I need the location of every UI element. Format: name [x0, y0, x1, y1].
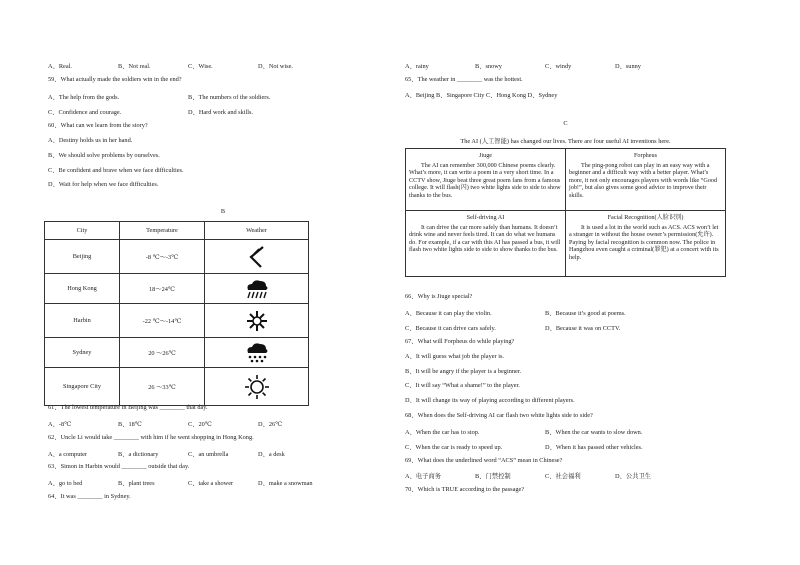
q65-options[interactable]: A、Beijing B、Singapore City C、Hong Kong D、Sydney	[405, 92, 558, 99]
city-cell: Hong Kong	[45, 274, 120, 304]
q69-option-c[interactable]: C、社会福利	[545, 473, 581, 480]
q68-option-a[interactable]: A、When the car has to stop.	[405, 429, 480, 436]
q61-option-d[interactable]: D、26℃	[258, 421, 283, 428]
q69-option-d[interactable]: D、公共卫生	[615, 473, 652, 480]
q66-option-c[interactable]: C、Because it can drive cars safely.	[405, 325, 496, 332]
q60-option-b[interactable]: B、We should solve problems by ourselves.	[48, 152, 160, 159]
ai-cell-jiuge	[406, 149, 566, 211]
question-59: 59、What actually made the soldiers win in the end?	[48, 76, 182, 83]
q58-option-b[interactable]: B、Not real.	[118, 63, 151, 70]
ai-body: The ping-pong robot can play in an easy way with a beginner and a difficult way with a better player. What’s more, it not only encourages players with words like “Good job!”, but also gives some good advice to improve their skills.	[569, 161, 718, 199]
header-city: City	[45, 222, 120, 240]
question-67: 67、What will Forpheus do while playing?	[405, 338, 515, 345]
section-b-heading: B	[220, 208, 226, 215]
question-63: 63、Simon in Harbin would ________ outside that day.	[48, 463, 190, 470]
header-temperature: Temperature	[120, 222, 205, 240]
q67-option-b[interactable]: B、It will be angry if the player is a beginner.	[405, 368, 522, 375]
header-weather: Weather	[205, 222, 309, 240]
q64-option-d[interactable]: D、sunny	[615, 63, 641, 70]
ai-title: Jiuge	[478, 152, 493, 159]
city-cell: Beijing	[45, 240, 120, 274]
question-68: 68、When does the Self-driving AI car flash two white lights side to side?	[405, 412, 593, 419]
ai-cell-self-driving	[406, 211, 566, 277]
q68-option-c[interactable]: C、When the car is ready to speed up.	[405, 444, 503, 451]
q67-option-c[interactable]: C、It will say “What a shame!” to the player.	[405, 382, 520, 389]
q59-option-c[interactable]: C、Confidence and courage.	[48, 109, 122, 116]
ai-body: It is used a lot in the world such as ACS. ACS won’t let a stranger in without the house owner’s permission(允许). Paying by facial recognition is common now. The police in Hangzhou even caught a criminal(罪犯) at a concert with its help.	[569, 223, 719, 261]
q67-option-d[interactable]: D、It will change its way of playing according to different players.	[405, 397, 575, 404]
weather-cell	[205, 368, 309, 406]
shower-icon	[244, 342, 270, 364]
q63-option-c[interactable]: C、take a shower	[188, 480, 234, 487]
q69-option-b[interactable]: B、门禁控制	[475, 473, 511, 480]
q61-option-b[interactable]: B、18℃	[118, 421, 142, 428]
temperature-cell: 20 ～26℃	[120, 338, 205, 368]
q63-option-b[interactable]: B、plant trees	[118, 480, 155, 487]
question-69: 69、What does the underlined word “ACS” mean in Chinese?	[405, 457, 563, 464]
weather-cell	[205, 240, 309, 274]
ai-cell-forpheus	[566, 149, 726, 211]
ai-inventions-table	[405, 148, 726, 277]
section-c-intro: The AI (人工智能) has changed our lives. There are four useful AI inventions here.	[460, 138, 671, 145]
q69-option-a[interactable]: A、电子商务	[405, 473, 442, 480]
q58-option-c[interactable]: C、Wise.	[188, 63, 213, 70]
temperature-cell: 26 ～33℃	[120, 368, 205, 406]
ai-title: Forpheus	[633, 152, 658, 159]
temperature-cell: -22 ℃～-14℃	[120, 304, 205, 338]
q60-option-a[interactable]: A、Destiny holds us in her hand.	[48, 137, 133, 144]
ai-body: It can drive the car more safely than humans. It doesn’t drink wine and never feels tired. It can do what we humans do. For example, if a car with this AI has passed a bus, it will flash two white lights side to side to show thanks to the bus.	[409, 223, 561, 254]
question-70: 70、Which is TRUE according to the passage?	[405, 486, 525, 493]
q68-option-d[interactable]: D、When it has passed other vehicles.	[545, 444, 643, 451]
city-cell: Harbin	[45, 304, 120, 338]
snow-icon	[245, 309, 269, 333]
q59-option-a[interactable]: A、The help from the gods.	[48, 94, 120, 101]
table-row	[45, 338, 309, 368]
q66-option-b[interactable]: B、Because it’s good at poems.	[545, 310, 626, 317]
temperature-cell: 18～24℃	[120, 274, 205, 304]
weather-cell	[205, 304, 309, 338]
table-row	[45, 304, 309, 338]
sun-icon	[244, 374, 270, 400]
table-row	[45, 274, 309, 304]
q63-option-d[interactable]: D、make a snowman	[258, 480, 313, 487]
section-c-heading: C	[563, 120, 568, 127]
q66-option-a[interactable]: A、Because it can play the violin.	[405, 310, 492, 317]
weather-cell	[205, 274, 309, 304]
q61-option-a[interactable]: A、-8℃	[48, 421, 72, 428]
question-60: 60、What can we learn from the story?	[48, 122, 148, 129]
q66-option-d[interactable]: D、Because it was on CCTV.	[545, 325, 621, 332]
q64-option-b[interactable]: B、snowy	[475, 63, 502, 70]
weather-cell	[205, 338, 309, 368]
temperature-cell: -8 ℃～-3℃	[120, 240, 205, 274]
ai-title: Facial Recognition(人脸识别)	[607, 214, 684, 221]
question-62: 62、Uncle Li would take ________ with him if he went shopping in Hong Kong.	[48, 434, 254, 441]
rain-icon	[244, 278, 270, 300]
ai-body: The AI can remember 300,000 Chinese poems clearly. What’s more, it can write a poem in a very short time. In a CCTV show, Jiuge beat three great poem fans from a famous college. It will flash(闪) two white lights side to side to show thanks to the bus.	[409, 161, 561, 199]
table-row	[45, 368, 309, 406]
ai-title: Self-driving AI	[466, 214, 505, 221]
q67-option-a[interactable]: A、It will guess what job the player is.	[405, 353, 504, 360]
question-65: 65、The weather in ________ was the hottest.	[405, 76, 523, 83]
q62-option-a[interactable]: A、a computer	[48, 451, 87, 458]
q61-option-c[interactable]: C、20℃	[188, 421, 212, 428]
ai-cell-facial-recognition	[566, 211, 726, 277]
q64-option-c[interactable]: C、windy	[545, 63, 572, 70]
table-row	[45, 240, 309, 274]
city-cell: Sydney	[45, 338, 120, 368]
q59-option-d[interactable]: D、Hard work and skills.	[188, 109, 254, 116]
q64-option-a[interactable]: A、rainy	[405, 63, 429, 70]
q63-option-a[interactable]: A、go to bed	[48, 480, 83, 487]
q62-option-c[interactable]: C、an umbrella	[188, 451, 229, 458]
q58-option-a[interactable]: A、Real.	[48, 63, 72, 70]
question-66: 66、Why is Jiuge special?	[405, 293, 473, 300]
q60-option-d[interactable]: D、Wait for help when we face difficulties.	[48, 181, 159, 188]
q59-option-b[interactable]: B、The numbers of the soldiers.	[188, 94, 271, 101]
question-64: 64、It was ________ in Sydney.	[48, 493, 131, 500]
weather-table	[44, 221, 309, 406]
question-61: 61、The lowest temperature in Beijing was ________ that day.	[48, 404, 208, 411]
q60-option-c[interactable]: C、Be confident and brave when we face difficulties.	[48, 167, 184, 174]
windy-icon	[246, 245, 268, 269]
q58-option-d[interactable]: D、Not wise.	[258, 63, 293, 70]
q62-option-b[interactable]: B、a dictionary	[118, 451, 159, 458]
q62-option-d[interactable]: D、a desk	[258, 451, 285, 458]
city-cell: Singapore City	[45, 368, 120, 406]
q68-option-b[interactable]: B、When the car wants to slow down.	[545, 429, 643, 436]
